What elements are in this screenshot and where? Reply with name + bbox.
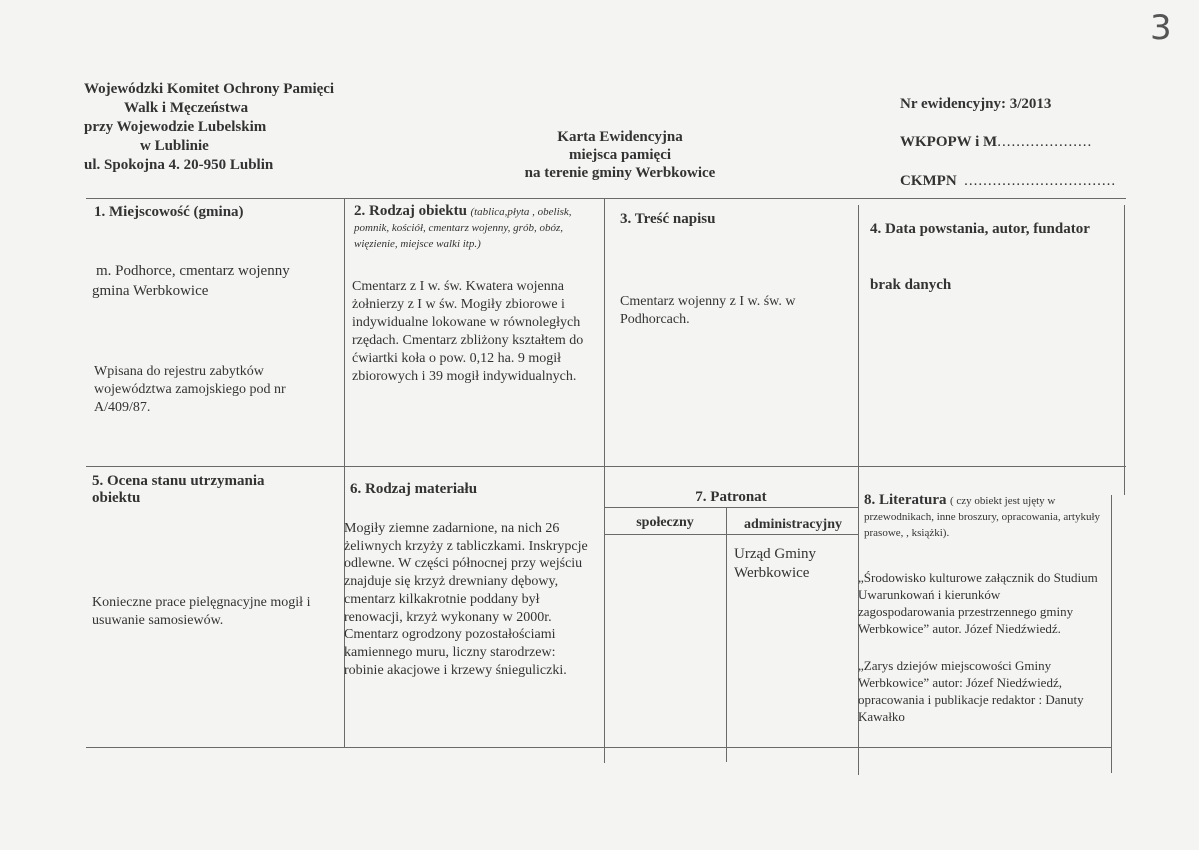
creation-date-value: brak danych [870, 277, 952, 293]
card-title-line-2: miejsca pamięci [568, 147, 672, 163]
col-divider-2 [604, 198, 605, 763]
section-5-title: 5. Ocena stanu utrzymania obiektu [92, 473, 265, 506]
card-title [505, 128, 735, 182]
section-1-title: 1. Miejscowość (gmina) [94, 204, 244, 220]
patronat-col-split [726, 508, 727, 762]
committee-line-5: ul. Spokojna 4. 20-950 Lublin [84, 157, 274, 173]
row-divider [86, 466, 1126, 467]
section-3-title: 3. Treść napisu [620, 211, 716, 227]
card-title-line-3: na terenie gminy Werbkowice [524, 165, 716, 181]
section-8-title-note: ( czy obiekt jest ujęty w przewodnikach, inne broszury, opracowania, artykuły prasowe, , książki). [864, 495, 1101, 539]
material-description: Mogiły ziemne zadarnione, na nich 26 żeliwnych krzyży z tabliczkami. Inskrypcje odlewne. W części północnej przy wejściu znajduje się krzyż drewniany dębowy, cmentarz kilkakrotnie poddany był renowacji, krzyż wykonany w 2000r. Cmentarz ogrodzony pozostałościami kamiennego muru, liczny starodrzew: robinie akacjowe i krzewy śnieguliczki. [344, 521, 588, 678]
page-number: 3 [1150, 8, 1172, 48]
wkpopw-field [900, 134, 1092, 151]
committee-line-2: Walk i Męczeństwa [124, 100, 249, 116]
section-2-title-note: (tablica,płyta , obelisk, pomnik, kościół, cmentarz wojenny, grób, obóz, więzienie, miejsce walki itp.) [354, 206, 572, 250]
committee-line-1: Wojewódzki Komitet Ochrony Pamięci [84, 81, 335, 97]
section-8-title: 8. Literatura [864, 492, 947, 508]
ckmpn-label: CKMPN [900, 173, 957, 189]
patronat-header-divider [604, 507, 858, 508]
inscription-text: Cmentarz wojenny z I w. św. w Podhorcach. [620, 294, 796, 327]
table-top-border [86, 198, 1126, 199]
location-line-1: m. Podhorce, cmentarz wojenny [96, 263, 290, 279]
location-line-2: gmina Werbkowice [92, 283, 209, 299]
patronat-columns-divider [604, 534, 858, 535]
wkpopw-label: WKPOPW i M [900, 134, 998, 150]
card-title-line-1: Karta Ewidencyjna [557, 129, 683, 145]
literature-entry-2: „Zarys dziejów miejscowości Gminy Werbkowice” autor: Józef Niedźwiedź, opracowania i publikacje redaktor : Danuty Kawałko [858, 658, 1084, 724]
committee-address [84, 80, 414, 175]
section-2-header [354, 204, 599, 252]
ckmpn-field [900, 173, 1116, 190]
patronat-admin-value: Urząd Gminy Werbkowice [734, 546, 817, 581]
patronat-admin-header: administracyjny [744, 517, 842, 532]
registry-note: Wpisana do rejestru zabytków województwa zamojskiego pod nr A/409/87. [94, 364, 286, 415]
table-bottom-border [86, 747, 1112, 748]
section-8-header [864, 492, 1109, 541]
object-type-description: Cmentarz z I w. św. Kwatera wojenna żołnierzy z I w św. Mogiły zbiorowe i indywidualne lokowane w równoległych rzędach. Cmentarz zbliżony kształtem do ćwiartki koła o pow. 0,12 ha. 9 mogił zbiorowych i 39 mogił indywidualnych. [352, 279, 584, 384]
table-right-border [1124, 205, 1125, 495]
evidence-number: Nr ewidencyjny: 3/2013 [900, 96, 1052, 112]
section-4-title: 4. Data powstania, autor, fundator [870, 221, 1090, 237]
ckmpn-dots: ................................ [964, 173, 1117, 189]
wkpopw-dots: .................... [997, 134, 1093, 150]
condition-assessment: Konieczne prace pielęgnacyjne mogił i usuwanie samosiewów. [92, 595, 311, 628]
committee-line-4: w Lublinie [140, 138, 209, 154]
literature-entry-1: „Środowisko kulturowe załącznik do Studium Uwarunkowań i kierunków zagospodarowania przestrzennego gminy Werbkowice” autor. Józef Niedźwiedź. [858, 570, 1098, 636]
section-7-title: 7. Patronat [695, 489, 767, 505]
patronat-social-header: społeczny [636, 515, 694, 530]
committee-line-3: przy Wojewodzie Lubelskim [84, 119, 267, 135]
section-2-title: 2. Rodzaj obiektu [354, 203, 467, 219]
section-6-title: 6. Rodzaj materiału [350, 481, 478, 497]
table-right-border-lower [1111, 495, 1112, 773]
